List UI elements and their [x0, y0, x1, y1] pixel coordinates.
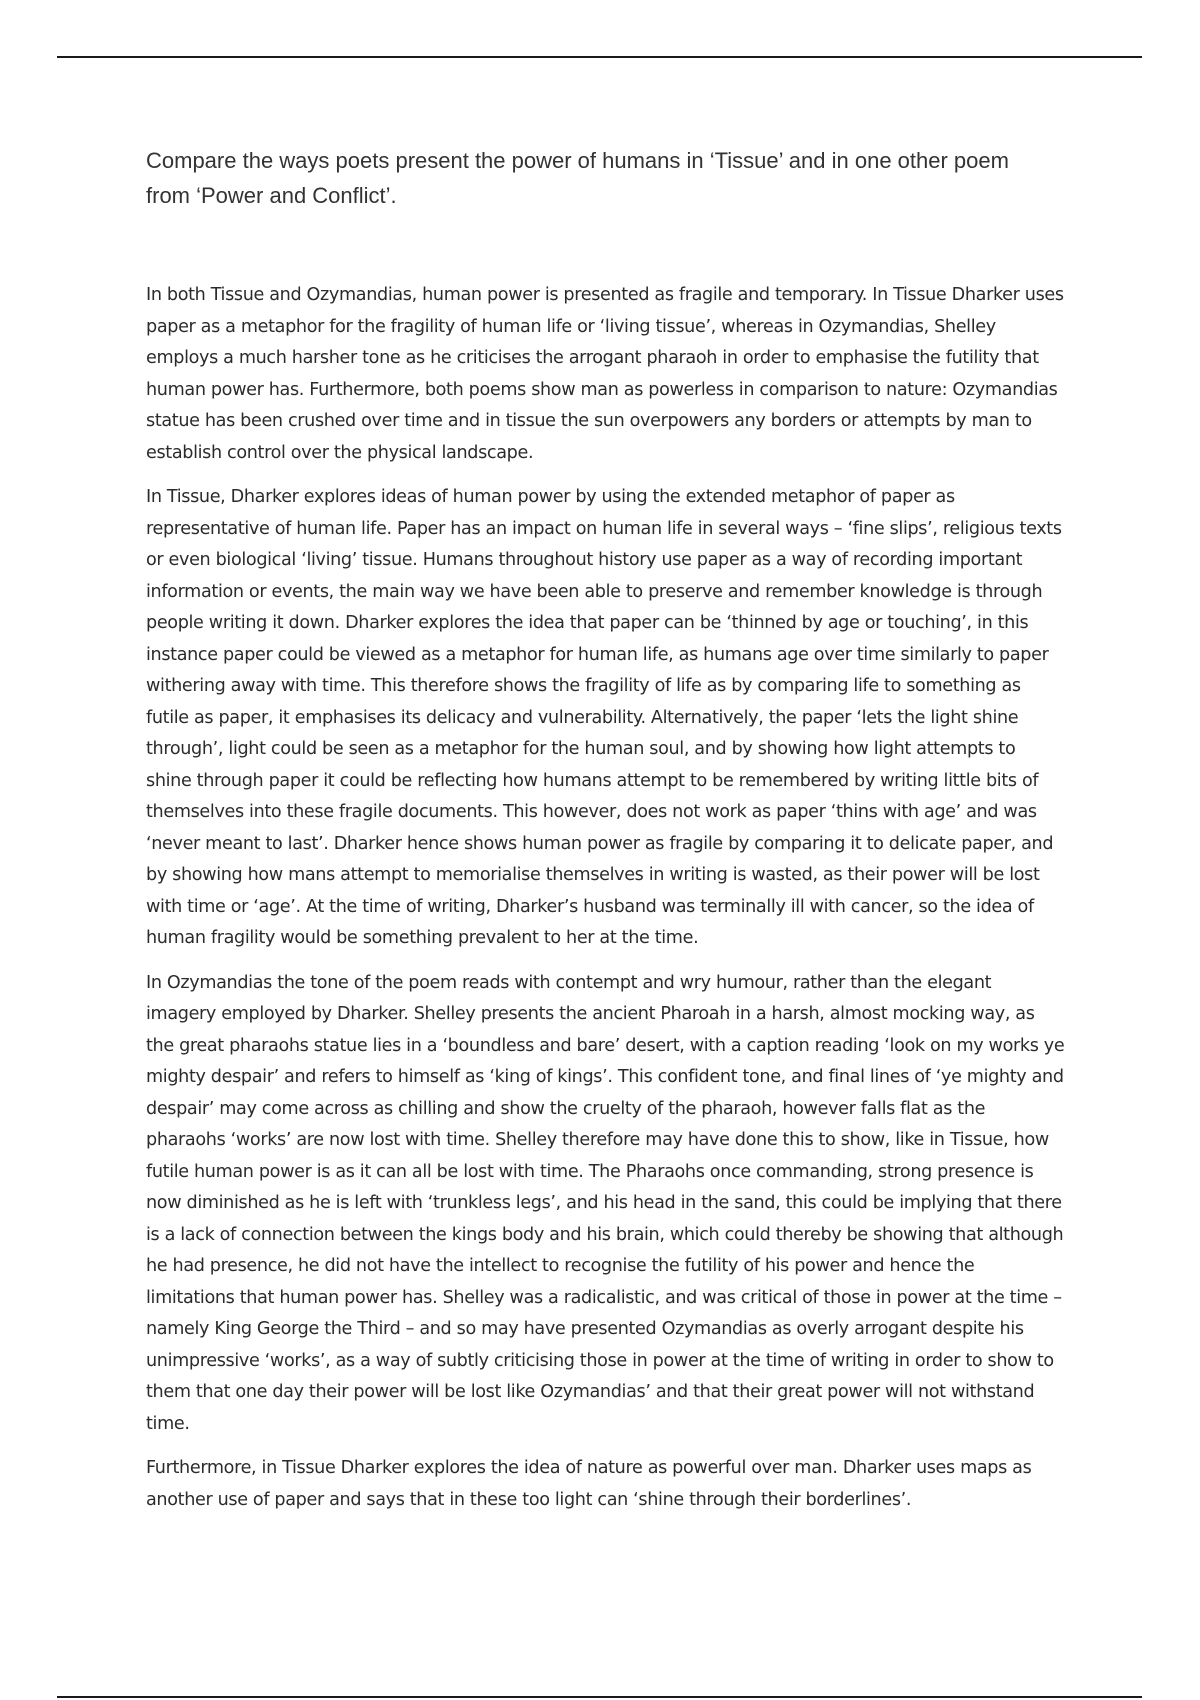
essay-paragraph-nature: Furthermore, in Tissue Dharker explores the idea of nature as powerful over man. Dharker uses maps as another use of paper and says that in these too light can ‘shine through their borderlines’. — [146, 1458, 1032, 1510]
bottom-rule — [57, 1696, 1142, 1698]
top-rule — [57, 56, 1142, 58]
essay-question: Compare the ways poets present the power of humans in ‘Tissue’ and in one other poem from ‘Power and Conflict’. — [146, 148, 1009, 208]
essay-body — [146, 280, 1066, 1529]
essay-paragraph-intro: In both Tissue and Ozymandias, human power is presented as fragile and temporary. In Tissue Dharker uses paper as a metaphor for the fragility of human life or ‘living tissue’, whereas in Ozymandias, Shelley employs a much harsher tone as he criticises the arrogant pharaoh in order to emphasise the futility that human power has. Furthermore, both poems show man as powerless in comparison to nature: Ozymandias statue has been crushed over time and in tissue the sun overpowers any borders or attempts by man to establish control over the physical landscape. — [146, 285, 1064, 463]
essay-paragraph-ozymandias: In Ozymandias the tone of the poem reads with contempt and wry humour, rather than the elegant imagery employed by Dharker. Shelley presents the ancient Pharoah in a harsh, almost mocking way, as the great pharaohs statue lies in a ‘boundless and bare’ desert, with a caption reading ‘look on my works ye mighty despair’ and refers to himself as ‘king of kings’. This confident tone, and final lines of ‘ye mighty and despair’ may come across as chilling and show the cruelty of the pharaoh, however falls flat as the pharaohs ‘works’ are now lost with time. Shelley therefore may have done this to show, like in Tissue, how futile human power is as it can all be lost with time. The Pharaohs once commanding, strong presence is now diminished as he is left with ‘trunkless legs’, and his head in the sand, this could be implying that there is a lack of connection between the kings body and his brain, which could thereby be showing that although he had presence, he did not have the intellect to recognise the futility of his power and hence the limitations that human power has. Shelley was a radicalistic, and was critical of those in power at the time – namely King George the Third – and so may have presented Ozymandias as overly arrogant despite his unimpressive ‘works’, as a way of subtly criticising those in power at the time of writing in order to show to them that one day their power will be lost like Ozymandias’ and that their great power will not withstand time. — [146, 972, 1065, 1434]
essay-paragraph-tissue: In Tissue, Dharker explores ideas of human power by using the extended metaphor of paper as representative of human life. Paper has an impact on human life in several ways – ‘fine slips’, religious texts or even biological ‘living’ tissue. Humans throughout history use paper as a way of recording important information or events, the main way we have been able to preserve and remember knowledge is through people writing it down. Dharker explores the idea that paper can be ‘thinned by age or touching’, in this instance paper could be viewed as a metaphor for human life, as humans age over time similarly to paper withering away with time. This therefore shows the fragility of life as by comparing life to something as futile as paper, it emphasises its delicacy and vulnerability. Alternatively, the paper ‘lets the light shine through’, light could be seen as a metaphor for the human soul, and by showing how light attempts to shine through paper it could be reflecting how humans attempt to be remembered by writing little bits of themselves into these fragile documents. This however, does not work as paper ‘thins with age’ and was ‘never meant to last’. Dharker hence shows human power as fragile by comparing it to delicate paper, and by showing how mans attempt to memorialise themselves in writing is wasted, as their power will be lost with time or ‘age’. At the time of writing, Dharker’s husband was terminally ill with cancer, so the idea of human fragility would be something prevalent to her at the time. — [146, 487, 1062, 948]
